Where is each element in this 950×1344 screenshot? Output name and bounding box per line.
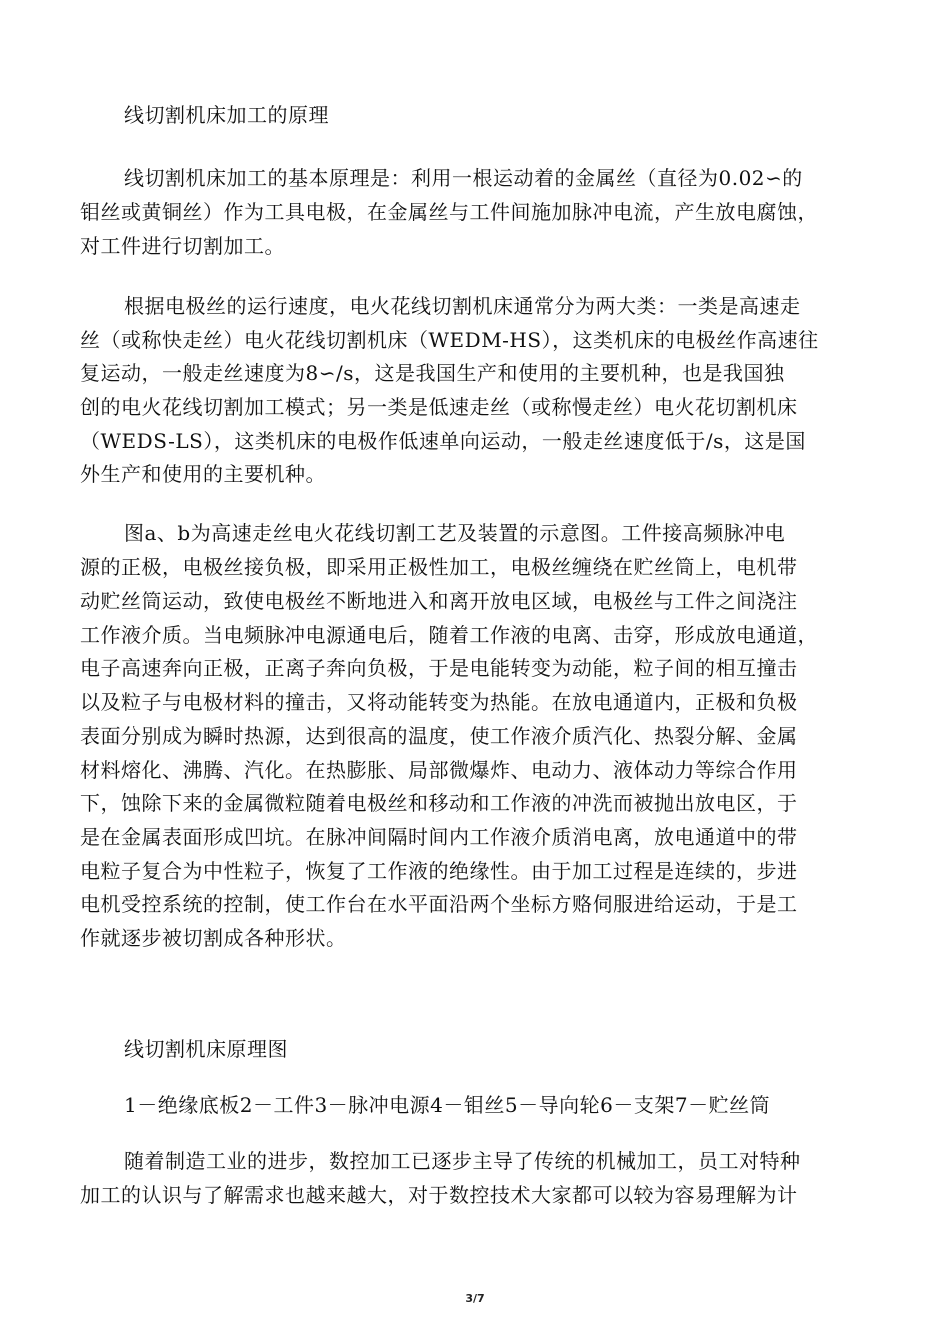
paragraph-line: 工作液介质。当电频脉冲电源通电后，随着工作液的电离、击穿，形成放电通道， — [80, 623, 818, 647]
paragraph-line: 钼丝或黄铜丝）作为工具电极，在金属丝与工件间施加脉冲电流，产生放电腐蚀， — [80, 200, 818, 224]
paragraph-line: 外生产和使用的主要机种。 — [80, 462, 326, 486]
paragraph-line: 根据电极丝的运行速度，电火花线切割机床通常分为两大类：一类是高速走 — [124, 294, 801, 318]
paragraph-line: 动贮丝筒运动，致使电极丝不断地进入和离开放电区域，电极丝与工件之间浇注 — [80, 589, 798, 613]
paragraph-line: 下，蚀除下来的金属微粒随着电极丝和移动和工作液的冲洗而被抛出放电区，于 — [80, 791, 798, 815]
paragraph-line: 加工的认识与了解需求也越来越大，对于数控技术大家都可以较为容易理解为计 — [80, 1183, 798, 1207]
figure-legend: 1－绝缘底板2－工件3－脉冲电源4－钼丝5－导向轮6－支架7－贮丝筒 — [124, 1093, 771, 1117]
paragraph-line: 电粒子复合为中性粒子，恢复了工作液的绝缘性。由于加工过程是连续的，步进 — [80, 859, 798, 883]
paragraph-line: 以及粒子与电极材料的撞击，又将动能转变为热能。在放电通道内，正极和负极 — [80, 690, 798, 714]
paragraph-line: 电机受控系统的控制，使工作台在水平面沿两个坐标方赂伺服进给运动，于是工 — [80, 892, 798, 916]
paragraph-line: 创的电火花线切割加工模式；另一类是低速走丝（或称慢走丝）电火花切割机床 — [80, 395, 798, 419]
paragraph-line: （WEDS-LS），这类机床的电极作低速单向运动，一般走丝速度低于/s，这是国 — [80, 429, 806, 453]
paragraph-line: 表面分别成为瞬时热源，达到很高的温度，使工作液介质汽化、热裂分解、金属 — [80, 724, 798, 748]
paragraph-line: 材料熔化、沸腾、汽化。在热膨胀、局部微爆炸、电动力、液体动力等综合作用 — [80, 758, 798, 782]
paragraph-line: 随着制造工业的进步，数控加工已逐步主导了传统的机械加工，员工对特种 — [124, 1149, 801, 1173]
paragraph-line: 电子高速奔向正极，正离子奔向负极，于是电能转变为动能，粒子间的相互撞击 — [80, 656, 798, 680]
paragraph-line: 丝（或称快走丝）电火花线切割机床（WEDM-HS），这类机床的电极丝作高速往 — [80, 328, 819, 352]
paragraph-line: 复运动，一般走丝速度为8∽/s，这是我国生产和使用的主要机种，也是我国独 — [80, 361, 785, 385]
paragraph-line: 对工件进行切割加工。 — [80, 234, 285, 258]
paragraph-line: 线切割机床加工的基本原理是：利用一根运动着的金属丝（直径为0.02∽的 — [124, 166, 803, 190]
paragraph-line: 图a、b为高速走丝电火花线切割工艺及装置的示意图。工件接高频脉冲电 — [124, 521, 786, 545]
section-title: 线切割机床加工的原理 — [124, 103, 329, 127]
figure-caption: 线切割机床原理图 — [124, 1037, 288, 1061]
page-number: 3/7 — [465, 1292, 485, 1305]
paragraph-line: 作就逐步被切割成各种形状。 — [80, 926, 347, 950]
paragraph-line: 源的正极，电极丝接负极，即采用正极性加工，电极丝缠绕在贮丝筒上，电机带 — [80, 555, 798, 579]
paragraph-line: 是在金属表面形成凹坑。在脉冲间隔时间内工作液介质消电离，放电通道中的带 — [80, 825, 798, 849]
